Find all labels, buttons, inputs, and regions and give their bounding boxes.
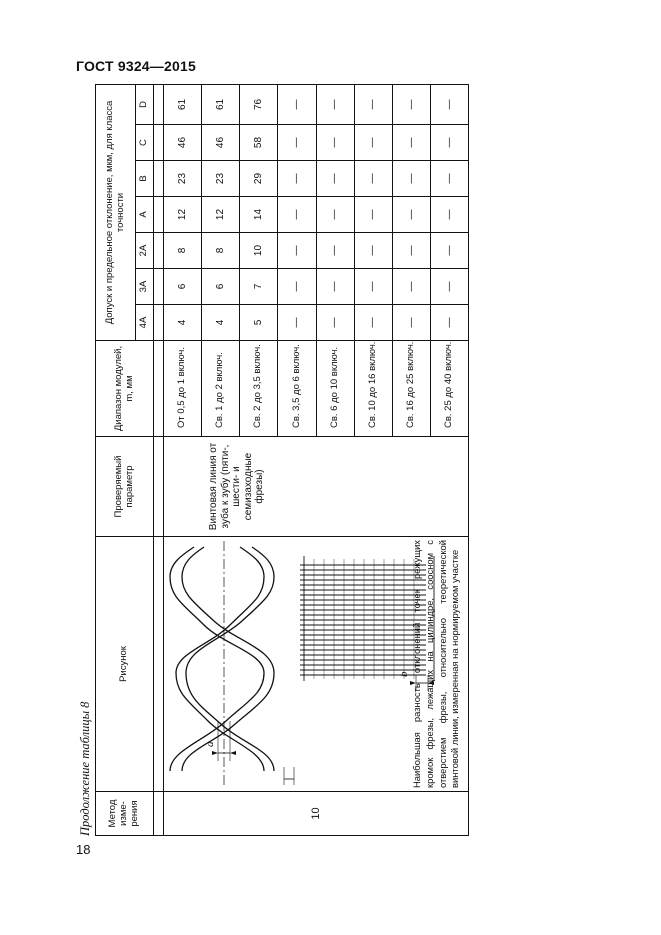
range-cell: Св. 3,5 до 6 включ. — [278, 341, 316, 437]
checked-parameter — [164, 437, 469, 537]
spacer-cell — [154, 341, 164, 437]
spacer-cell — [154, 269, 164, 305]
value-cell: — — [354, 125, 392, 161]
value-cell: — — [392, 84, 430, 124]
method-number: 10 — [164, 792, 469, 836]
value-cell: — — [392, 305, 430, 341]
value-cell: 23 — [164, 161, 202, 197]
class-header: B — [136, 161, 154, 197]
range-cell: Св. 1 до 2 включ. — [202, 341, 240, 437]
value-cell: — — [316, 233, 354, 269]
value-cell: 29 — [240, 161, 278, 197]
header-tolerance: Допуск и предельное отклонение, мкм, для класса точности — [96, 84, 136, 340]
table-caption: Продолжение таблицы 8 — [78, 701, 92, 836]
spacer-cell — [154, 197, 164, 233]
figure-description: Наибольшая разность отклонений точек режущих кромок фрезы, лежащих на цилиндре, соосном с отверстием фрезы, относительно теоретической винтовой линии, измеренная на нормируемом участке — [411, 540, 461, 788]
value-cell: — — [278, 233, 316, 269]
value-cell: 4 — [202, 305, 240, 341]
spacer-cell — [154, 305, 164, 341]
spacer-cell — [154, 125, 164, 161]
range-cell: Св. 16 до 25 включ. — [392, 341, 430, 437]
value-cell: — — [354, 197, 392, 233]
value-cell: 12 — [164, 197, 202, 233]
value-cell: — — [430, 125, 468, 161]
value-cell: 10 — [240, 233, 278, 269]
value-cell: — — [316, 197, 354, 233]
value-cell: 8 — [164, 233, 202, 269]
rotated-table-block — [78, 89, 473, 836]
value-cell: — — [278, 269, 316, 305]
value-cell: — — [392, 161, 430, 197]
value-cell: — — [278, 305, 316, 341]
value-cell: 14 — [240, 197, 278, 233]
value-cell: — — [316, 305, 354, 341]
spacer-cell — [154, 233, 164, 269]
range-cell: Св. 10 до 16 включ. — [354, 341, 392, 437]
value-cell: 8 — [202, 233, 240, 269]
spacer-cell — [154, 537, 164, 792]
range-cell: Св. 25 до 40 включ. — [430, 341, 468, 437]
value-cell: — — [278, 161, 316, 197]
value-cell: — — [430, 305, 468, 341]
value-cell: — — [430, 161, 468, 197]
value-cell: — — [392, 197, 430, 233]
value-cell: 76 — [240, 84, 278, 124]
class-header: D — [136, 84, 154, 124]
header-parameter: Проверяемый параметр — [96, 437, 154, 537]
value-cell: 61 — [164, 84, 202, 124]
range-cell: От 0,5 до 1 включ. — [164, 341, 202, 437]
value-cell: — — [430, 84, 468, 124]
value-cell: — — [430, 233, 468, 269]
value-cell: — — [354, 305, 392, 341]
spacer-cell — [154, 84, 164, 124]
class-header: 2A — [136, 233, 154, 269]
header-figure: Рисунок — [96, 537, 154, 792]
value-cell: — — [316, 84, 354, 124]
header-module-range: Диапазон модулей, m, мм — [96, 341, 154, 437]
figure-label-a: a — [204, 741, 217, 747]
header-method: Метод изме-рения — [96, 792, 154, 836]
value-cell: — — [354, 233, 392, 269]
value-cell: — — [316, 269, 354, 305]
value-cell: 61 — [202, 84, 240, 124]
class-header: C — [136, 125, 154, 161]
value-cell: 5 — [240, 305, 278, 341]
spacer-cell — [154, 437, 164, 537]
value-cell: — — [354, 161, 392, 197]
figure-cell — [164, 537, 469, 792]
value-cell: 4 — [164, 305, 202, 341]
value-cell: — — [316, 161, 354, 197]
parameter-text: Винтовая линия от зуба к зубу (пяти-, шести- и семизаходные фрезы) — [208, 442, 266, 531]
value-cell: 12 — [202, 197, 240, 233]
spacer-cell — [154, 792, 164, 836]
value-cell: — — [316, 125, 354, 161]
value-cell: 7 — [240, 269, 278, 305]
value-cell: — — [354, 84, 392, 124]
class-header: 4A — [136, 305, 154, 341]
value-cell: 58 — [240, 125, 278, 161]
range-cell: Св. 6 до 10 включ. — [316, 341, 354, 437]
value-cell: — — [278, 84, 316, 124]
tolerance-table — [95, 84, 469, 836]
value-cell: — — [430, 269, 468, 305]
value-cell: — — [392, 269, 430, 305]
class-header: 3A — [136, 269, 154, 305]
page-number: 18 — [76, 842, 91, 857]
value-cell: — — [278, 197, 316, 233]
spacer-cell — [154, 161, 164, 197]
value-cell: — — [354, 269, 392, 305]
document-header: ГОСТ 9324—2015 — [76, 58, 196, 74]
value-cell: — — [392, 233, 430, 269]
value-cell: — — [392, 125, 430, 161]
value-cell: 6 — [164, 269, 202, 305]
range-cell: Св. 2 до 3,5 включ. — [240, 341, 278, 437]
value-cell: — — [278, 125, 316, 161]
value-cell: 46 — [202, 125, 240, 161]
class-header: A — [136, 197, 154, 233]
value-cell: 6 — [202, 269, 240, 305]
figure-label-b: b — [398, 671, 411, 677]
value-cell: 23 — [202, 161, 240, 197]
value-cell: 46 — [164, 125, 202, 161]
value-cell: — — [430, 197, 468, 233]
